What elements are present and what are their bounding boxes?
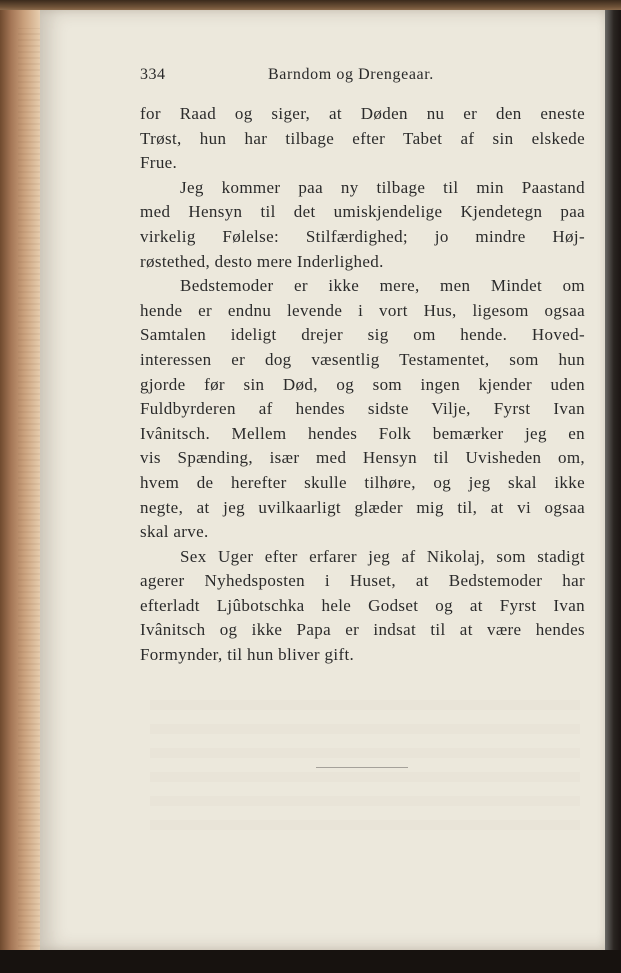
page-header (140, 62, 585, 88)
text-line: efterladt Ljûbotschka hele Godset og at Fyrst Ivan (140, 595, 585, 615)
text-line: Sex Uger efter erfarer jeg af Nikolaj, som stadigt (180, 546, 585, 566)
text-line: hende er endnu levende i vort Hus, ligesom ogsaa (140, 300, 585, 320)
text-line: gjorde før sin Død, og som ingen kjender uden (140, 374, 585, 394)
book-bottom-edge (0, 950, 621, 973)
text-line: Samtalen ideligt drejer sig om hende. Hoved- (140, 325, 585, 345)
text-line: Ivânitsch og ikke Papa er indsat til at være hendes (140, 620, 585, 640)
book-top-edge (0, 0, 621, 10)
text-line: virkelig Følelse: Stilfærdighed; jo mindre Høj- (140, 226, 585, 246)
end-rule (316, 767, 408, 768)
page-right-shadow (605, 10, 621, 950)
text-line: med Hensyn til det umiskjendelige Kjendetegn paa (140, 202, 585, 222)
main-text (140, 102, 585, 668)
text-line: hvem de herefter skulle tilhøre, og jeg skal ikke (140, 472, 585, 492)
spine-texture (18, 28, 40, 953)
page-number: 334 (140, 66, 166, 83)
book-spine (0, 10, 44, 950)
text-line: Jeg kommer paa ny tilbage til min Paastand (180, 177, 585, 197)
text-line: Fuldbyrderen af hendes sidste Vilje, Fyrst Ivan (140, 399, 585, 419)
text-line: skal arve. (140, 522, 209, 542)
text-line: Frue. (140, 153, 178, 173)
text-line: Trøst, hun har tilbage efter Tabet af sin elskede (140, 128, 585, 148)
text-line: røstethed, desto mere Inderlighed. (140, 251, 384, 271)
text-line: Ivânitsch. Mellem hendes Folk bemærker jeg en (140, 423, 585, 443)
running-title: Barndom og Drengeaar. (268, 66, 434, 83)
text-line: agerer Nyhedsposten i Huset, at Bedstemoder har (140, 571, 585, 591)
text-line: Formynder, til hun bliver gift. (140, 645, 355, 665)
text-line: vis Spænding, især med Hensyn til Uvisheden om, (140, 448, 585, 468)
text-line: negte, at jeg uvilkaarligt glæder mig til, at vi ogsaa (140, 497, 585, 517)
text-line: interessen er dog væsentlig Testamentet, som hun (140, 349, 585, 369)
reverse-side-bleed (150, 700, 580, 840)
text-line: Bedstemoder er ikke mere, men Mindet om (180, 276, 585, 296)
text-line: for Raad og siger, at Døden nu er den eneste (140, 104, 585, 123)
